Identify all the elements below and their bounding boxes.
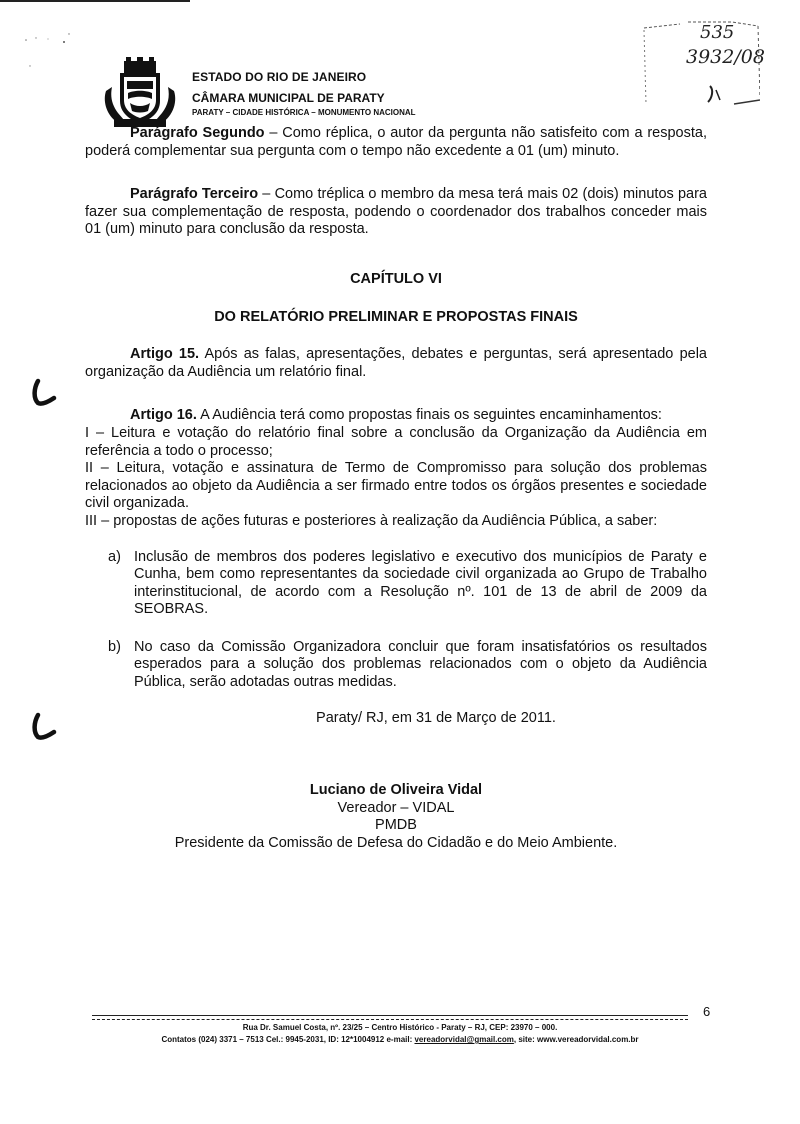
municipal-coat-of-arms-icon [100, 57, 180, 129]
header-chamber: CÂMARA MUNICIPAL DE PARATY [192, 91, 385, 105]
signatory-role: Vereador – VIDAL [337, 799, 455, 816]
sub-item-b-text: No caso da Comissão Organizadora concluir que foram insatisfatórios os resultados esperados para a solução dos problemas relacionados com o objeto da Audiência Pública, serão adotadas outras medidas. [134, 638, 707, 691]
article-15-lead: Artigo 15. [130, 346, 200, 363]
protocol-stamp [640, 18, 765, 110]
sub-item-b-marker: b) [108, 638, 121, 655]
sub-item-b [108, 638, 707, 692]
article-16-item-iii: III – propostas de ações futuras e posteriores à realização da Audiência Pública, a saber: [85, 512, 658, 529]
scan-speckles [22, 28, 82, 68]
article-16-text: A Audiência terá como propostas finais os seguintes encaminhamentos: [196, 407, 662, 424]
top-border-line [0, 0, 190, 2]
header-state: ESTADO DO RIO DE JANEIRO [192, 70, 367, 84]
margin-bracket-icon [30, 378, 58, 408]
paragraph-third-text: – Como tréplica o membro da mesa terá mais 02 (dois) minutos para fazer sua complementação de resposta, podendo o coordenador dos trabalhos conceder mais 01 (um) minuto para conclusão da resposta. [85, 186, 707, 238]
footer-address: Rua Dr. Samuel Costa, nº. 23/25 – Centro Histórico - Paraty – RJ, CEP: 23970 – 000. [242, 1023, 558, 1032]
article-16 [85, 407, 707, 425]
document-body [85, 125, 707, 853]
footer-site: , site: www.vereadorvidal.com.br [513, 1035, 639, 1044]
article-16-item-ii: II – Leitura, votação e assinatura de Termo de Compromisso para solução dos problemas relacionados ao objeto da Audiência a ser firmado entre todos os órgãos presentes e sociedade civil organizada. [85, 460, 707, 512]
article-15 [85, 346, 707, 381]
stamp-number-bottom: 3932/08 [686, 46, 765, 68]
paragraph-third [85, 186, 707, 239]
sub-item-a [108, 548, 707, 619]
footer-rule [92, 1015, 688, 1020]
signatory-party: PMDB [375, 817, 417, 834]
chapter-number: CAPÍTULO VI [350, 270, 442, 287]
footer-email-link[interactable]: vereadorvidal@gmail.com [414, 1035, 514, 1044]
header-subtitle: PARATY – CIDADE HISTÓRICA – MONUMENTO NACIONAL [192, 108, 416, 117]
article-16-lead: Artigo 16. [130, 407, 197, 424]
paragraph-second [85, 125, 707, 160]
page-number: 6 [703, 1004, 711, 1019]
article-15-text: Após as falas, apresentações, debates e perguntas, será apresentado pela organização da Audiência um relatório final. [85, 346, 707, 380]
paragraph-third-lead: Parágrafo Terceiro [130, 186, 259, 203]
sub-item-a-text: Inclusão de membros dos poderes legislativo e executivo dos municípios de Paraty e Cunha, bem como representantes da sociedade civil organizada ao Grupo de Trabalho interinstitucional, de acordo com a Resolução nº. 101 de 13 de abril de 2009 da SEOBRAS. [134, 548, 707, 618]
footer [80, 1022, 720, 1046]
footer-contacts-prefix: Contatos (024) 3371 – 7513 Cel.: 9945-2031, ID: 12*1004912 e-mail: [161, 1035, 415, 1044]
footer-contacts [80, 1034, 720, 1046]
signatory-position: Presidente da Comissão de Defesa do Cidadão e do Meio Ambiente. [174, 835, 618, 852]
sub-item-a-marker: a) [108, 548, 121, 565]
letterhead [100, 57, 560, 129]
article-16-item-i: I – Leitura e votação do relatório final sobre a conclusão da Organização da Audiência em referência a todo o processo; [85, 424, 707, 459]
margin-bracket-icon [30, 712, 58, 742]
paragraph-second-text: – Como réplica, o autor da pergunta não satisfeito com a resposta, poderá complementar sua pergunta com o tempo não excedente a 01 (um) minuto. [85, 125, 707, 159]
signature-block [85, 782, 707, 852]
date-line: Paraty/ RJ, em 31 de Março de 2011. [316, 709, 556, 726]
paragraph-second-lead: Parágrafo Segundo [130, 125, 265, 141]
sub-items-list [85, 549, 707, 692]
stamp-number-top: 535 [700, 22, 735, 43]
signatory-name: Luciano de Oliveira Vidal [309, 782, 483, 799]
chapter-title: DO RELATÓRIO PRELIMINAR E PROPOSTAS FINAIS [214, 308, 578, 325]
